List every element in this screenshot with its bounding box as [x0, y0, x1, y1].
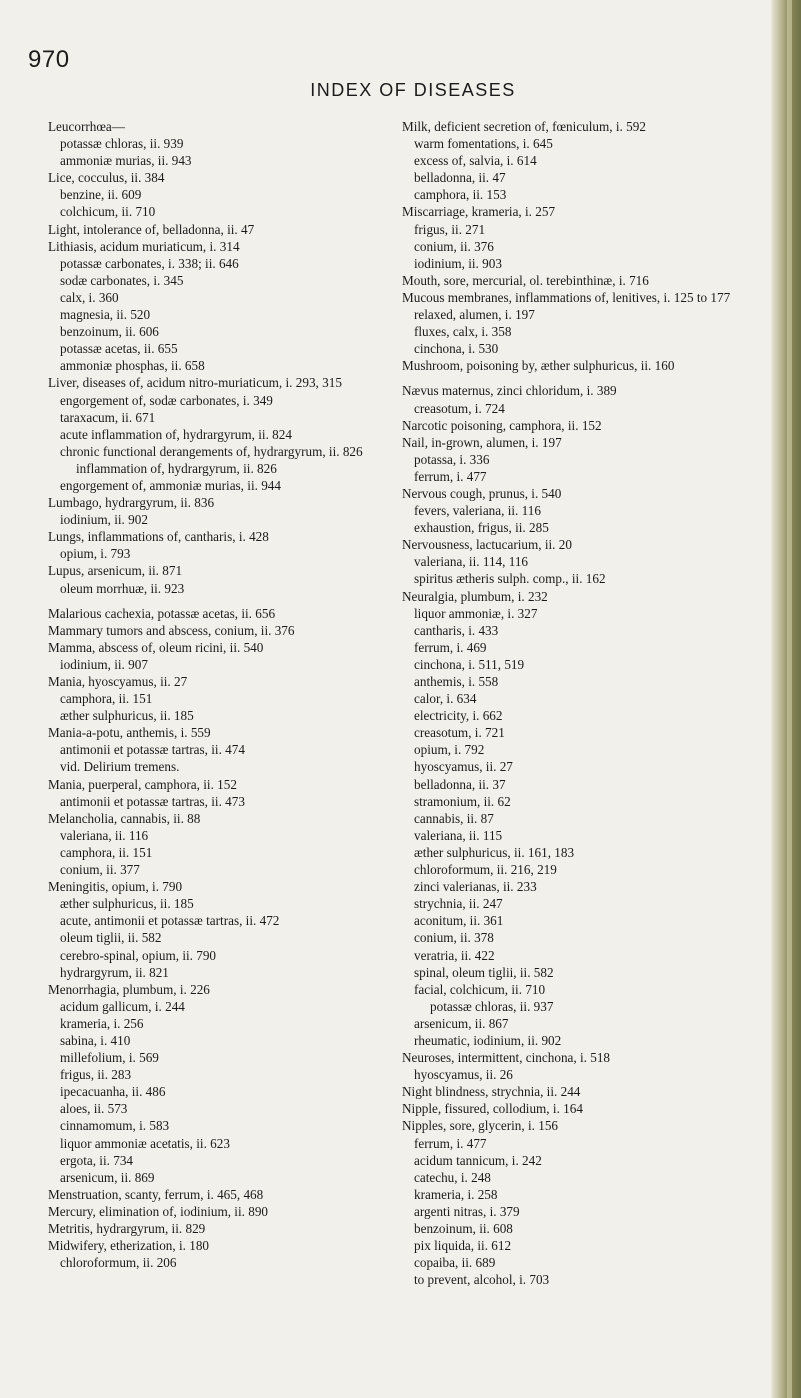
index-subentry: engorgement of, ammoniæ murias, ii. 944 [60, 477, 281, 493]
index-subentry: creasotum, i. 724 [414, 400, 505, 416]
index-subentry: cinchona, i. 530 [414, 341, 499, 357]
index-subentry: veratria, ii. 422 [414, 947, 495, 963]
index-subentry: ergota, ii. 734 [60, 1152, 134, 1168]
index-subentry: potassæ carbonates, i. 338; ii. 646 [60, 255, 239, 271]
index-subentry: acidum gallicum, i. 244 [60, 998, 185, 1014]
index-subentry: fluxes, calx, i. 358 [414, 324, 512, 340]
index-subentry: oleum morrhuæ, ii. 923 [60, 580, 185, 596]
index-subentry: opium, i. 792 [414, 742, 485, 758]
index-subentry: camphora, ii. 153 [414, 187, 507, 203]
index-subentry: cantharis, i. 433 [414, 622, 499, 638]
index-subentry: krameria, i. 256 [60, 1015, 144, 1031]
index-heading: Nervousness, lactucarium, ii. 20 [402, 537, 572, 553]
index-subentry: cinnamomum, i. 583 [60, 1118, 170, 1134]
index-subentry: sabina, i. 410 [60, 1032, 131, 1048]
index-heading: Mania-a-potu, anthemis, i. 559 [48, 725, 211, 741]
index-heading: Lice, cocculus, ii. 384 [48, 170, 165, 186]
index-heading: Lungs, inflammations of, cantharis, i. 428 [48, 529, 269, 545]
index-subentry: æther sulphuricus, ii. 185 [60, 708, 194, 724]
index-subentry: pix liquida, ii. 612 [414, 1238, 512, 1254]
index-subentry: hyoscyamus, ii. 26 [414, 1067, 513, 1083]
index-subentry: camphora, ii. 151 [60, 691, 153, 707]
index-heading: Liver, diseases of, acidum nitro-muriaticum, i. 293, 315 [48, 375, 342, 391]
index-heading: Midwifery, etherization, i. 180 [48, 1238, 210, 1254]
index-subentry: excess of, salvia, i. 614 [414, 153, 537, 169]
index-subentry: opium, i. 793 [60, 546, 131, 562]
index-subentry: frigus, ii. 283 [60, 1067, 132, 1083]
index-subentry: chloroformum, ii. 216, 219 [414, 862, 557, 878]
index-subentry: acidum tannicum, i. 242 [414, 1152, 542, 1168]
page-edge-stripe [787, 0, 792, 1398]
index-heading: Lupus, arsenicum, ii. 871 [48, 563, 183, 579]
index-subentry: vid. Delirium tremens. [60, 759, 180, 775]
index-subentry: conium, ii. 376 [414, 238, 494, 254]
index-subentry: benzoinum, ii. 606 [60, 324, 159, 340]
index-heading: Nipple, fissured, collodium, i. 164 [402, 1101, 583, 1117]
index-subentry: ferrum, i. 477 [414, 1135, 487, 1151]
index-subentry: millefolium, i. 569 [60, 1050, 159, 1066]
index-heading: Milk, deficient secretion of, fœniculum, i. 592 [402, 119, 646, 134]
index-subentry: exhaustion, frigus, ii. 285 [414, 520, 549, 536]
index-heading: Miscarriage, krameria, i. 257 [402, 204, 556, 220]
index-heading: Nail, in-grown, alumen, i. 197 [402, 434, 562, 450]
index-subentry: rheumatic, iodinium, ii. 902 [414, 1032, 562, 1048]
index-subentry: cinchona, i. 511, 519 [414, 656, 525, 672]
index-subentry: taraxacum, ii. 671 [60, 409, 156, 425]
index-subentry: facial, colchicum, ii. 710 [414, 981, 546, 997]
index-subentry: iodinium, ii. 907 [60, 656, 148, 672]
index-subentry: stramonium, ii. 62 [414, 793, 511, 809]
index-subentry: calx, i. 360 [60, 289, 119, 305]
index-subentry: colchicum, ii. 710 [60, 204, 156, 220]
index-subentry: argenti nitras, i. 379 [414, 1203, 520, 1219]
index-subentry: ammoniæ murias, ii. 943 [60, 153, 192, 169]
index-subentry: belladonna, ii. 37 [414, 776, 506, 792]
index-subentry: anthemis, i. 558 [414, 674, 499, 689]
index-column-right [402, 118, 762, 1288]
index-subentry: hydrargyrum, ii. 821 [60, 964, 169, 980]
index-subentry: benzine, ii. 609 [60, 187, 142, 203]
index-subentry: inflammation of, hydrargyrum, ii. 826 [76, 460, 277, 476]
index-subentry: spiritus ætheris sulph. comp., ii. 162 [414, 571, 606, 587]
index-subentry: catechu, i. 248 [414, 1169, 491, 1185]
index-subentry: potassæ acetas, ii. 655 [60, 341, 178, 357]
index-heading: Neuroses, intermittent, cinchona, i. 518 [402, 1050, 611, 1066]
index-heading: Menstruation, scanty, ferrum, i. 465, 468 [48, 1186, 264, 1202]
index-subentry: calor, i. 634 [414, 691, 477, 707]
page-number: 970 [28, 46, 70, 73]
index-subentry: aconitum, ii. 361 [414, 913, 504, 929]
index-subentry: electricity, i. 662 [414, 708, 503, 724]
index-subentry: ferrum, i. 469 [414, 639, 487, 655]
index-subentry: camphora, ii. 151 [60, 844, 153, 860]
index-subentry: æther sulphuricus, ii. 161, 183 [414, 844, 575, 860]
index-heading: Mouth, sore, mercurial, ol. terebinthinæ, i. 716 [402, 272, 649, 288]
index-subentry: æther sulphuricus, ii. 185 [60, 896, 194, 912]
index-column-left [48, 118, 393, 1271]
index-subentry: ferrum, i. 477 [414, 468, 487, 484]
index-subentry: ammoniæ phosphas, ii. 658 [60, 358, 205, 374]
index-subentry: chloroformum, ii. 206 [60, 1255, 177, 1271]
index-subentry: oleum tiglii, ii. 582 [60, 930, 162, 946]
index-heading: Light, intolerance of, belladonna, ii. 47 [48, 221, 255, 237]
index-heading: Lumbago, hydrargyrum, ii. 836 [48, 495, 215, 511]
index-heading: Nævus maternus, zinci chloridum, i. 389 [402, 383, 617, 399]
index-subentry: conium, ii. 378 [414, 930, 494, 946]
index-subentry: arsenicum, ii. 869 [60, 1169, 155, 1185]
index-subentry: antimonii et potassæ tartras, ii. 473 [60, 793, 245, 809]
index-subentry: potassa, i. 336 [414, 451, 490, 467]
index-heading: Mamma, abscess of, oleum ricini, ii. 540 [48, 639, 264, 655]
index-heading: Mania, puerperal, camphora, ii. 152 [48, 776, 237, 792]
index-heading: Night blindness, strychnia, ii. 244 [402, 1084, 581, 1100]
index-heading: Leucorrhœa— [48, 119, 125, 134]
index-subentry: benzoinum, ii. 608 [414, 1221, 513, 1236]
index-heading: Mucous membranes, inflammations of, lenitives, i. 125 to 177 [402, 289, 731, 305]
index-subentry: aloes, ii. 573 [60, 1101, 128, 1117]
index-subentry: valeriana, ii. 115 [414, 827, 503, 843]
index-subentry: spinal, oleum tiglii, ii. 582 [414, 964, 554, 980]
index-subentry: warm fomentations, i. 645 [414, 136, 553, 152]
index-subentry: fevers, valeriana, ii. 116 [414, 503, 541, 519]
index-subentry: conium, ii. 377 [60, 862, 140, 878]
index-subentry: to prevent, alcohol, i. 703 [414, 1272, 550, 1288]
index-subentry: acute, antimonii et potassæ tartras, ii. 472 [60, 913, 280, 929]
index-subentry: relaxed, alumen, i. 197 [414, 307, 535, 323]
index-subentry: iodinium, ii. 903 [414, 255, 502, 271]
index-heading: Mania, hyoscyamus, ii. 27 [48, 674, 188, 689]
index-subentry: cerebro-spinal, opium, ii. 790 [60, 947, 217, 963]
index-heading: Narcotic poisoning, camphora, ii. 152 [402, 417, 602, 433]
index-subentry: antimonii et potassæ tartras, ii. 474 [60, 742, 245, 758]
index-subentry: krameria, i. 258 [414, 1186, 498, 1202]
index-subentry: arsenicum, ii. 867 [414, 1015, 509, 1031]
index-heading: Menorrhagia, plumbum, i. 226 [48, 981, 210, 997]
index-subentry: magnesia, ii. 520 [60, 307, 151, 323]
index-subentry: zinci valerianas, ii. 233 [414, 879, 537, 895]
index-subentry: copaiba, ii. 689 [414, 1255, 496, 1271]
index-heading: Neuralgia, plumbum, i. 232 [402, 588, 548, 604]
running-head: INDEX OF DISEASES [310, 80, 516, 100]
page-edge [771, 0, 801, 1398]
index-subentry: cannabis, ii. 87 [414, 810, 494, 826]
index-heading: Nipples, sore, glycerin, i. 156 [402, 1118, 559, 1134]
index-subentry: belladonna, ii. 47 [414, 170, 506, 186]
index-heading: Mammary tumors and abscess, conium, ii. 376 [48, 622, 295, 638]
index-subentry: valeriana, ii. 116 [60, 827, 149, 843]
index-heading: Nervous cough, prunus, i. 540 [402, 485, 562, 501]
index-subentry: strychnia, ii. 247 [414, 896, 503, 912]
index-subentry: ipecacuanha, ii. 486 [60, 1084, 166, 1100]
index-subentry: liquor ammoniæ acetatis, ii. 623 [60, 1135, 230, 1151]
index-subentry: chronic functional derangements of, hydrargyrum, ii. 826 [60, 443, 363, 459]
index-heading: Mushroom, poisoning by, æther sulphuricus, ii. 160 [402, 358, 675, 374]
index-heading: Lithiasis, acidum muriaticum, i. 314 [48, 238, 240, 254]
index-subentry: potassæ chloras, ii. 939 [60, 136, 184, 152]
index-subentry: potassæ chloras, ii. 937 [430, 998, 554, 1014]
index-heading: Melancholia, cannabis, ii. 88 [48, 810, 201, 826]
index-subentry: valeriana, ii. 114, 116 [414, 554, 529, 570]
index-subentry: creasotum, i. 721 [414, 725, 505, 741]
index-subentry: iodinium, ii. 902 [60, 512, 148, 528]
index-subentry: liquor ammoniæ, i. 327 [414, 605, 538, 621]
index-heading: Mercury, elimination of, iodinium, ii. 890 [48, 1203, 269, 1219]
index-heading: Metritis, hydrargyrum, ii. 829 [48, 1221, 206, 1236]
index-subentry: engorgement of, sodæ carbonates, i. 349 [60, 392, 273, 408]
index-subentry: acute inflammation of, hydrargyrum, ii. 824 [60, 426, 292, 442]
index-subentry: sodæ carbonates, i. 345 [60, 272, 184, 288]
index-subentry: hyoscyamus, ii. 27 [414, 759, 513, 775]
index-heading: Malarious cachexia, potassæ acetas, ii. 656 [48, 605, 276, 621]
index-subentry: frigus, ii. 271 [414, 221, 486, 237]
index-heading: Meningitis, opium, i. 790 [48, 879, 183, 895]
